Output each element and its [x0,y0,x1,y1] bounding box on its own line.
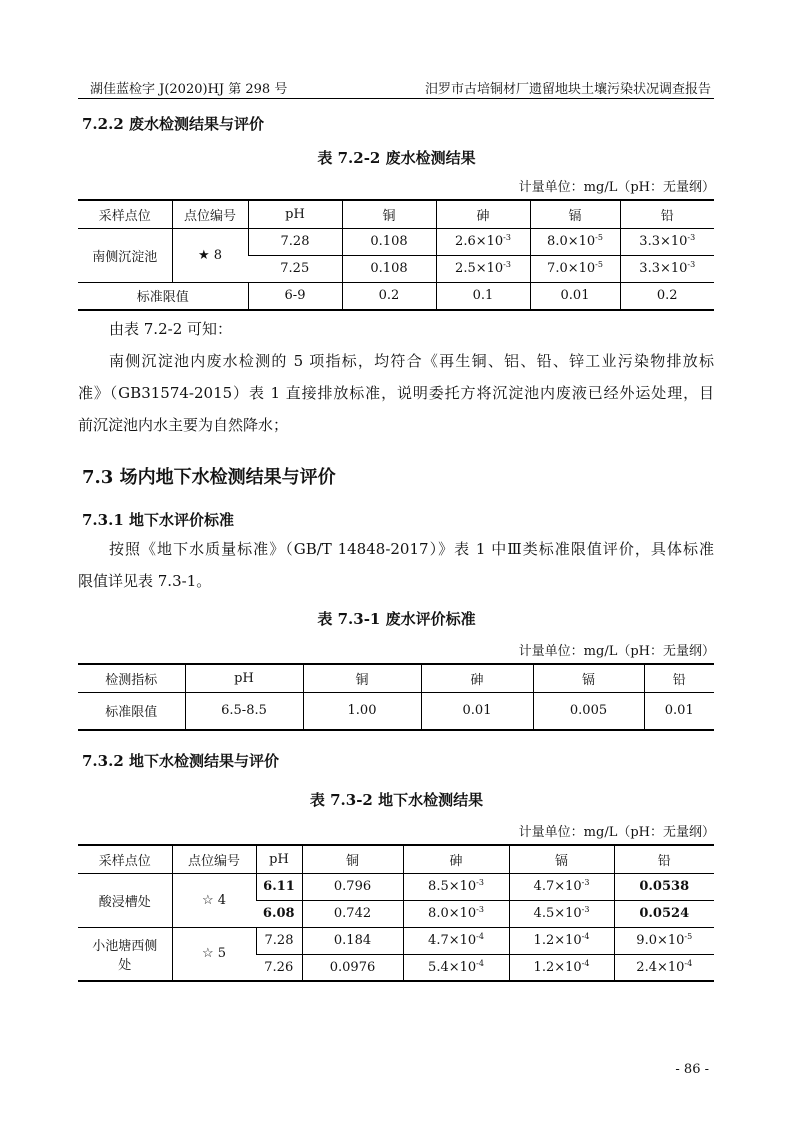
intro-line: 由表 7.2-2 可知： [109,320,233,338]
table-header-row [78,845,714,873]
table-7-3-2 [78,844,714,982]
value-cell: 0.005 [533,692,644,730]
code-cell: ☆ 5 [172,927,256,981]
ph-cell: 7.28 [256,927,302,954]
header-right: 汨罗市古培铜材厂遗留地块土壤污染状况调查报告 [424,82,711,97]
table-row [78,228,714,255]
ph-cell: 6.11 [256,873,302,900]
cu-cell: 0.0976 [302,954,403,981]
table-7-2-2 [78,199,714,311]
col-header: 铅 [614,845,714,873]
table-row [78,927,714,954]
pb-cell: $9.0\times 10^{-5}$ [614,927,714,954]
body-line: 按照《地下水质量标准》（GB/T 14848-2017）》表 1 中Ⅲ类标准限值评价，具体标准 [109,540,714,558]
cd-cell: $4.5\times 10^{-3}$ [509,900,614,927]
table-header-row [78,200,714,228]
col-header: 铜 [303,664,421,692]
as-cell: $5.4\times 10^{-4}$ [403,954,509,981]
cu-cell: 0.108 [342,228,436,255]
as-cell: $8.0\times 10^{-3}$ [403,900,509,927]
value-cell: 1.00 [303,692,421,730]
standard-row [78,282,714,310]
cu-cell: 0.796 [302,873,403,900]
cu-cell: 0.742 [302,900,403,927]
std-as: 0.1 [436,282,530,310]
ph-cell: 7.26 [256,954,302,981]
table-header-row [78,664,714,692]
table-7-3-1 [78,663,714,731]
site-cell: 小池塘西侧 处 [78,927,172,981]
ph-cell: 7.28 [248,228,342,255]
table-7-2-2-caption: 表 7.2-2 废水检测结果 [317,149,476,167]
ph-cell: 6.08 [256,900,302,927]
value-cell: 0.01 [644,692,714,730]
paragraph-7-3-1 [78,533,714,597]
cd-cell: $4.7\times 10^{-3}$ [509,873,614,900]
std-cd: 0.01 [530,282,620,310]
col-header: 砷 [436,200,530,228]
table-7-3-1-caption: 表 7.3-1 废水评价标准 [317,610,476,628]
table-row [78,692,714,730]
body-line: 南侧沉淀池内废水检测的 5 项指标，均符合《再生铜、铝、铅、锌工业污染物排放标 [109,352,714,370]
header-divider [78,98,714,99]
col-header: pH [248,200,342,228]
cd-cell: $8.0\times 10^{-5}$ [530,228,620,255]
heading-7-2-2: 7.2.2 废水检测结果与评价 [82,115,264,133]
col-header: 镉 [509,845,614,873]
pb-cell: $3.3\times 10^{-3}$ [620,255,714,282]
col-header: 镉 [530,200,620,228]
body-line: 准》（GB31574-2015）表 1 直接排放标准，说明委托方将沉淀池内废液已经外运处理，目 [78,384,714,402]
page-number: - 86 - [675,1062,709,1077]
col-header: 点位编号 [172,845,256,873]
col-header: pH [185,664,303,692]
body-line: 前沉淀池内水主要为自然降水； [78,416,289,434]
col-header: 镉 [533,664,644,692]
as-cell: $2.6\times 10^{-3}$ [436,228,530,255]
std-cu: 0.2 [342,282,436,310]
as-cell: $2.5\times 10^{-3}$ [436,255,530,282]
table-row [78,873,714,900]
std-pb: 0.2 [620,282,714,310]
heading-7-3-1: 7.3.1 地下水评价标准 [82,511,234,529]
pb-cell: 0.0538 [614,873,714,900]
as-cell: $8.5\times 10^{-3}$ [403,873,509,900]
col-header: 铅 [644,664,714,692]
col-header: 检测指标 [105,672,158,688]
cd-cell: $7.0\times 10^{-5}$ [530,255,620,282]
col-header: 砷 [421,664,533,692]
site-cell: 南侧沉淀池 [78,228,172,282]
col-header: 采样点位 [98,853,151,869]
heading-7-3-2: 7.3.2 地下水检测结果与评价 [82,752,279,770]
code-cell: ★ 8 [172,228,248,282]
value-cell: 0.01 [421,692,533,730]
cd-cell: $1.2\times 10^{-4}$ [509,954,614,981]
table-7-3-2-unit: 计量单位：mg/L（pH：无量纲） [518,825,715,840]
site-cell: 酸浸槽处 [78,873,172,927]
std-label: 标准限值 [78,282,248,310]
header-left: 湖佳蓝检字 J(2020)HJ 第 298 号 [90,82,288,97]
table-7-2-2-unit: 计量单位：mg/L（pH：无量纲） [518,180,715,195]
value-cell: 6.5-8.5 [185,692,303,730]
as-cell: $4.7\times 10^{-4}$ [403,927,509,954]
heading-7-3: 7.3 场内地下水检测结果与评价 [82,467,336,488]
pb-cell: $2.4\times 10^{-4}$ [614,954,714,981]
value-cell: 标准限值 [78,692,185,730]
cu-cell: 0.184 [302,927,403,954]
col-header: 铜 [302,845,403,873]
paragraph-7-2-2 [78,313,714,441]
col-header: 铅 [620,200,714,228]
cd-cell: $1.2\times 10^{-4}$ [509,927,614,954]
ph-cell: 7.25 [248,255,342,282]
table-7-3-2-caption: 表 7.3-2 地下水检测结果 [309,791,484,809]
col-header: 点位编号 [172,200,248,228]
cu-cell: 0.108 [342,255,436,282]
col-header: 砷 [403,845,509,873]
pb-cell: $3.3\times 10^{-3}$ [620,228,714,255]
std-ph: 6-9 [248,282,342,310]
pb-cell: 0.0524 [614,900,714,927]
body-line: 限值详见表 7.3-1。 [78,572,212,590]
col-header: 采样点位 [98,208,151,224]
table-7-3-1-unit: 计量单位：mg/L（pH：无量纲） [518,644,715,659]
col-header: 铜 [342,200,436,228]
code-cell: ☆ 4 [172,873,256,927]
col-header: pH [256,845,302,873]
